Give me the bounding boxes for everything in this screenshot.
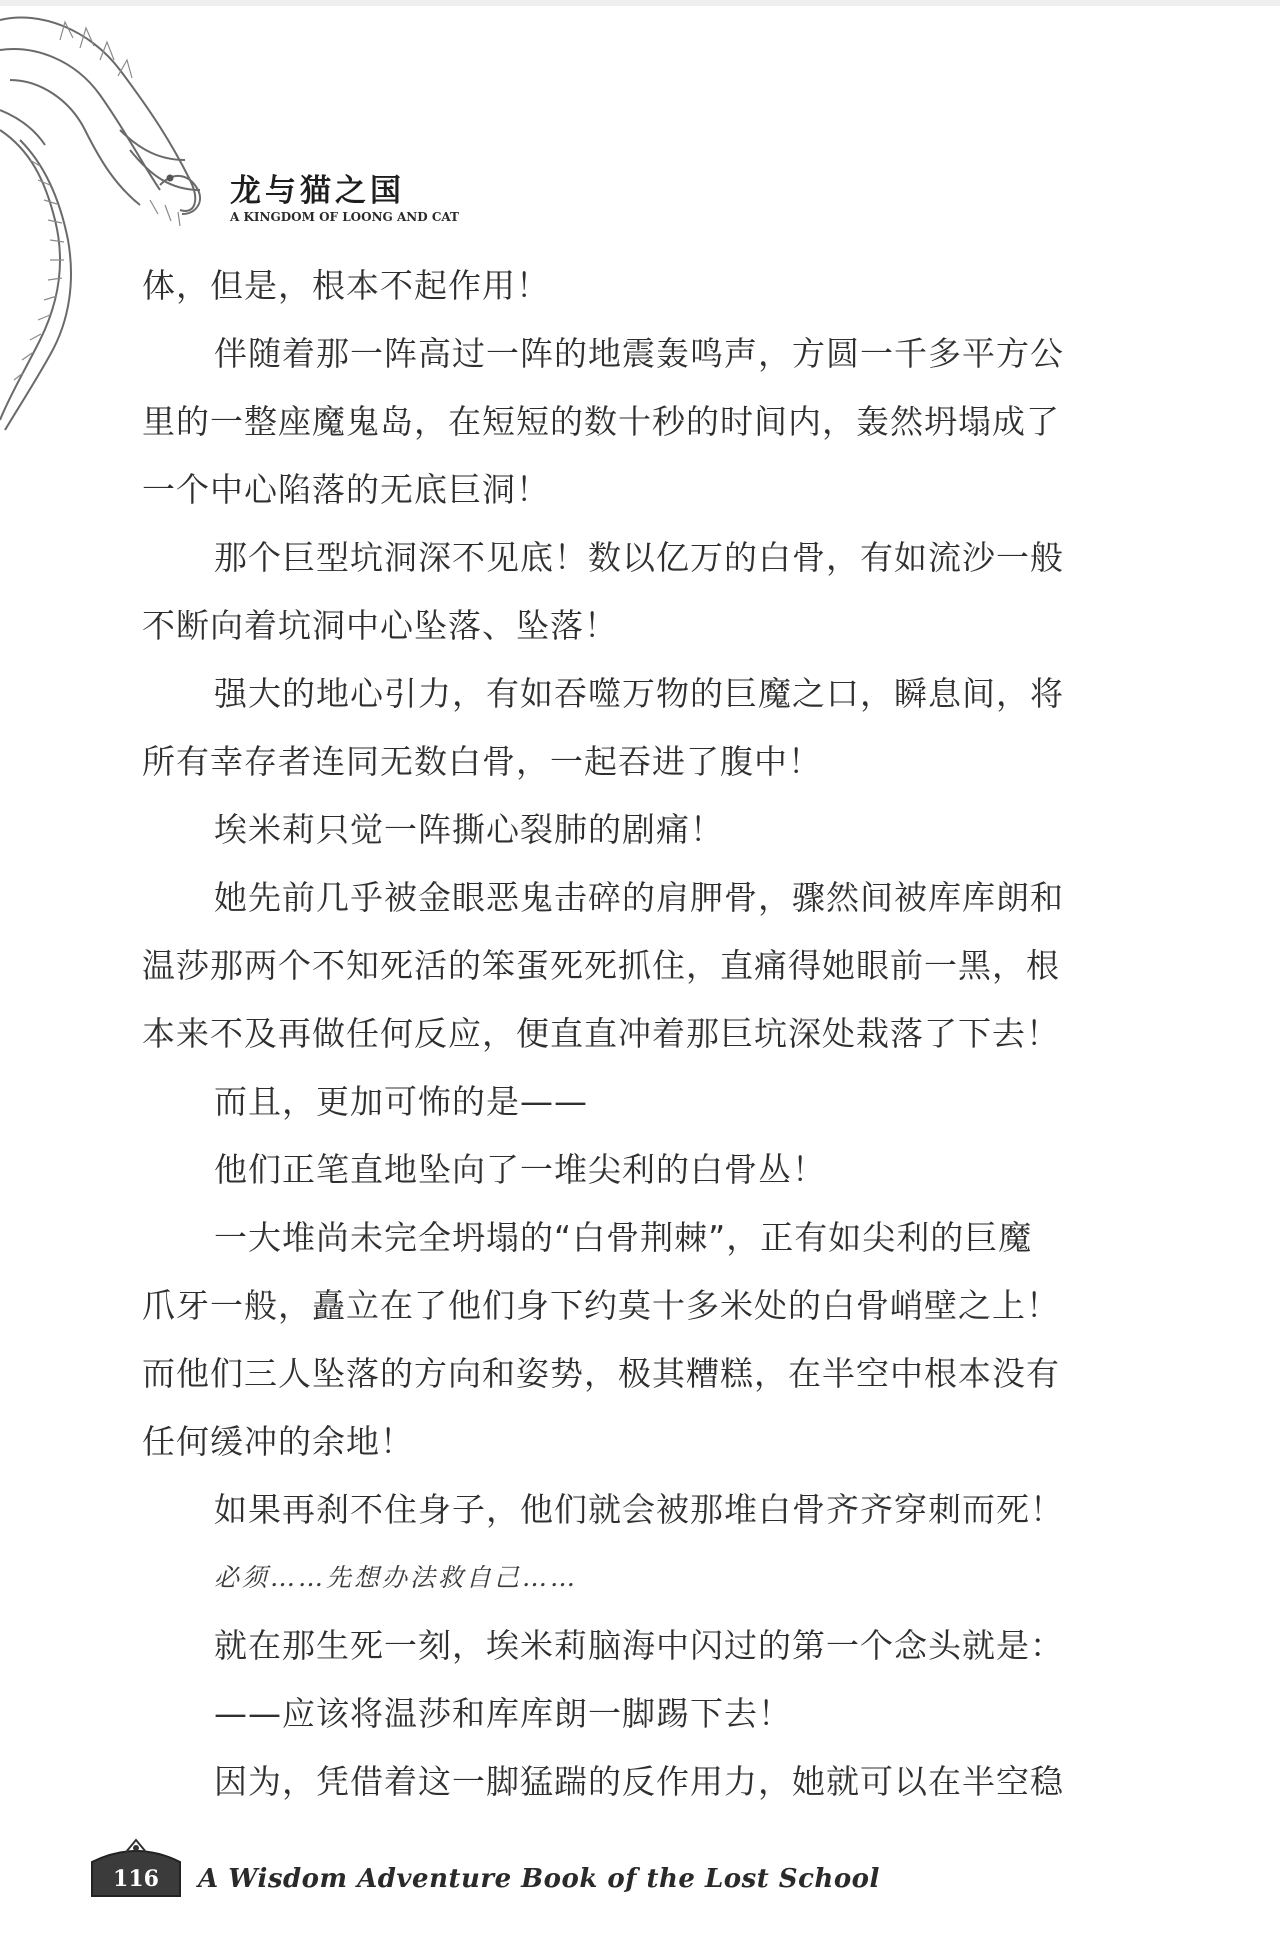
paragraph-line: 就在那生死一刻，埃米莉脑海中闪过的第一个念头就是： <box>214 1626 1064 1665</box>
paragraph-line: 伴随着那一阵高过一阵的地震轰鸣声，方圆一千多平方公 <box>214 334 1064 373</box>
paragraph-line: 强大的地心引力，有如吞噬万物的巨魔之口，瞬息间，将 <box>214 674 1064 713</box>
paragraph-line: 爪牙一般，矗立在了他们身下约莫十多米处的白骨峭壁之上！ <box>142 1286 1060 1325</box>
paragraph-line: 他们正笔直地坠向了一堆尖利的白骨丛！ <box>214 1150 826 1189</box>
paragraph-line: 本来不及再做任何反应，便直直冲着那巨坑深处栽落了下去！ <box>142 1014 1060 1053</box>
paragraph-line: 因为，凭借着这一脚猛踹的反作用力，她就可以在半空稳 <box>214 1762 1064 1801</box>
paragraph-line: 而他们三人坠落的方向和姿势，极其糟糕，在半空中根本没有 <box>142 1354 1060 1393</box>
inner-thought-line: 必须……先想办法救自己…… <box>214 1563 579 1592</box>
paragraph-line: 所有幸存者连同无数白骨，一起吞进了腹中！ <box>142 742 822 781</box>
series-title: A Wisdom Adventure Book of the Lost School <box>198 1864 880 1894</box>
book-title: 龙与猫之国 <box>230 173 405 209</box>
paragraph-line: 一个中心陷落的无底巨洞！ <box>142 470 550 509</box>
page-number: 116 <box>113 1866 159 1892</box>
paragraph-line: ——应该将温莎和库库朗一脚踢下去！ <box>214 1694 792 1733</box>
book-header <box>230 173 459 224</box>
paragraph-line: 温莎那两个不知死活的笨蛋死死抓住，直痛得她眼前一黑，根 <box>142 946 1060 985</box>
body-text <box>142 252 1142 1816</box>
paragraph-line: 埃米莉只觉一阵撕心裂肺的剧痛！ <box>214 810 724 849</box>
page-footer <box>86 1826 1186 1916</box>
paragraph-line: 她先前几乎被金眼恶鬼击碎的肩胛骨，骤然间被库库朗和 <box>214 878 1064 917</box>
paragraph-line: 里的一整座魔鬼岛，在短短的数十秒的时间内，轰然坍塌成了 <box>142 402 1060 441</box>
paragraph-line: 一大堆尚未完全坍塌的“白骨荆棘”，正有如尖利的巨魔 <box>214 1218 1033 1257</box>
paragraph-line: 如果再刹不住身子，他们就会被那堆白骨齐齐穿刺而死！ <box>214 1490 1064 1529</box>
paragraph-line: 任何缓冲的余地！ <box>142 1422 414 1461</box>
book-subtitle: A KINGDOM OF LOONG AND CAT <box>230 210 459 224</box>
paragraph-line: 体，但是，根本不起作用！ <box>142 266 550 305</box>
paragraph-line: 那个巨型坑洞深不见底！数以亿万的白骨，有如流沙一般 <box>214 538 1064 577</box>
paragraph-line: 而且，更加可怖的是—— <box>214 1082 588 1121</box>
paragraph-line: 不断向着坑洞中心坠落、坠落！ <box>142 606 618 645</box>
